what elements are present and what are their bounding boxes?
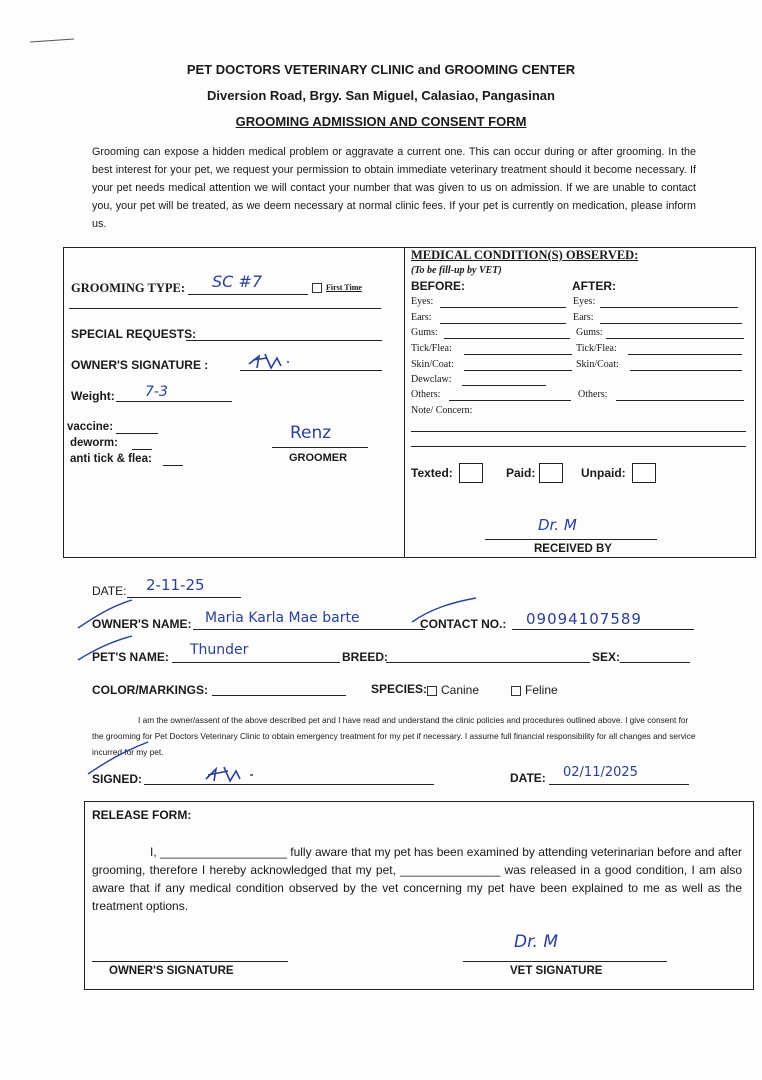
- unpaid-label: Unpaid:: [581, 466, 626, 480]
- after-ears: Ears:: [573, 312, 594, 323]
- contact-label: CONTACT NO.:: [420, 617, 507, 631]
- vet-fill-note: (To be fill-up by VET): [411, 265, 502, 276]
- clinic-address: Diversion Road, Brgy. San Miguel, Calasiao, Pangasinan: [207, 88, 555, 103]
- received-by-signature[interactable]: Dr. M: [538, 516, 577, 534]
- note-concern-label: Note/ Concern:: [411, 405, 473, 416]
- breed-label: BREED:: [342, 650, 389, 664]
- owner-name-label: OWNER'S NAME:: [92, 617, 192, 631]
- pet-name-label: PET'S NAME:: [92, 650, 169, 664]
- signed-scribble[interactable]: [200, 763, 280, 785]
- before-label: BEFORE:: [411, 279, 465, 293]
- owner-name-value[interactable]: Maria Karla Mae barte: [205, 610, 360, 626]
- after-tick-flea: Tick/Flea:: [576, 343, 617, 354]
- consent-paragraph: I am the owner/assent of the above described pet and I have read and understand the clinic policies and procedures outlined above. I give consent for the grooming for Pet Doctors Veterinary Clinic to obtain emergency treatment for my pet if necessary. I assume full financial responsibility for all changes and service incurred for my pet.: [92, 715, 696, 757]
- grooming-type-value[interactable]: SC #7: [212, 272, 262, 291]
- received-by-label: RECEIVED BY: [534, 543, 612, 555]
- release-form-paragraph: I, ___________________ fully aware that my pet has been examined by attending veterinarian before and after grooming, therefore I hereby acknowledged that my pet, _______________ was released in a good condition, I am also aware that if any medical condition observed by the vet concerning my pet have been explained to me as well as the treatment options.: [92, 845, 742, 913]
- before-dewclaw: Dewclaw:: [411, 374, 452, 385]
- after-others: Others:: [578, 389, 608, 400]
- pet-name-value[interactable]: Thunder: [190, 642, 249, 658]
- signed-check-mark: [86, 740, 156, 780]
- owner-signature-label: OWNER'S SIGNATURE :: [71, 358, 209, 372]
- special-requests-label: SPECIAL REQUESTS:: [71, 327, 197, 341]
- intro-paragraph: Grooming can expose a hidden medical problem or aggravate a current one. This can occur during or after grooming. In the best interest for your pet, we request your permission to obtain immediate veterinary treatment should it become necessary. If your pet needs medical attention we will contact your number that was given to us on admission. If we are unable to contact you, your pet will be treated, as we deem necessary at normal clinic fees. If your pet is currently on medication, please inform us.: [92, 146, 696, 230]
- signed-label: SIGNED:: [92, 772, 143, 786]
- after-gums: Gums:: [576, 327, 603, 338]
- signed-date-value[interactable]: 02/11/2025: [563, 765, 638, 780]
- before-skin-coat: Skin/Coat:: [411, 359, 454, 370]
- texted-label: Texted:: [411, 466, 453, 480]
- species-label: SPECIES:: [371, 682, 428, 696]
- canine-label: Canine: [441, 683, 480, 697]
- vet-signature-value[interactable]: Dr. M: [514, 932, 558, 952]
- deworm-label: deworm:: [70, 437, 118, 449]
- paid-label: Paid:: [506, 466, 536, 480]
- groomer-name[interactable]: Renz: [290, 423, 332, 443]
- signed-date-label: DATE:: [510, 771, 546, 785]
- weight-value[interactable]: 7-3: [145, 384, 168, 400]
- anti-tick-label: anti tick & flea:: [70, 453, 152, 465]
- date-label: DATE:: [92, 584, 127, 598]
- after-label: AFTER:: [572, 279, 616, 293]
- table-divider: [404, 247, 405, 558]
- before-ears: Ears:: [411, 312, 432, 323]
- date-value[interactable]: 2-11-25: [146, 576, 205, 594]
- feline-checkbox[interactable]: [511, 686, 521, 696]
- canine-checkbox[interactable]: [427, 686, 437, 696]
- first-time-label: First Time: [326, 283, 362, 292]
- species-feline-option[interactable]: [511, 683, 558, 697]
- pet-check-mark: [76, 632, 136, 668]
- after-eyes: Eyes:: [573, 296, 596, 307]
- before-eyes: Eyes:: [411, 296, 434, 307]
- pen-mark: [30, 38, 74, 42]
- release-form-title: RELEASE FORM:: [92, 808, 192, 822]
- vet-signature-label: VET SIGNATURE: [510, 965, 603, 977]
- texted-checkbox[interactable]: [459, 463, 483, 483]
- before-gums: Gums:: [411, 327, 438, 338]
- after-skin-coat: Skin/Coat:: [576, 359, 619, 370]
- owner-signature-scribble[interactable]: [245, 350, 315, 372]
- color-markings-label: COLOR/MARKINGS:: [92, 683, 208, 697]
- contact-strike-mark: [410, 596, 480, 626]
- before-tick-flea: Tick/Flea:: [411, 343, 452, 354]
- form-title: GROOMING ADMISSION AND CONSENT FORM: [235, 114, 527, 129]
- grooming-type-label: GROOMING TYPE:: [71, 281, 186, 295]
- unpaid-checkbox[interactable]: [632, 463, 656, 483]
- paid-checkbox[interactable]: [539, 463, 563, 483]
- sex-label: SEX:: [592, 650, 621, 664]
- weight-label: Weight:: [71, 389, 115, 403]
- groomer-label: GROOMER: [289, 452, 348, 464]
- contact-value[interactable]: 09094107589: [526, 610, 642, 628]
- medical-condition-title: MEDICAL CONDITION(S) OBSERVED:: [411, 248, 639, 262]
- before-others: Others:: [411, 389, 441, 400]
- clinic-name: PET DOCTORS VETERINARY CLINIC and GROOMING CENTER: [186, 62, 576, 77]
- species-canine-option[interactable]: [427, 683, 479, 697]
- first-time-box[interactable]: [312, 283, 322, 293]
- vaccine-label: vaccine:: [67, 421, 114, 433]
- owner-signature-release-label: OWNER'S SIGNATURE: [109, 965, 234, 977]
- first-time-checkbox[interactable]: [312, 283, 362, 293]
- feline-label: Feline: [525, 683, 558, 697]
